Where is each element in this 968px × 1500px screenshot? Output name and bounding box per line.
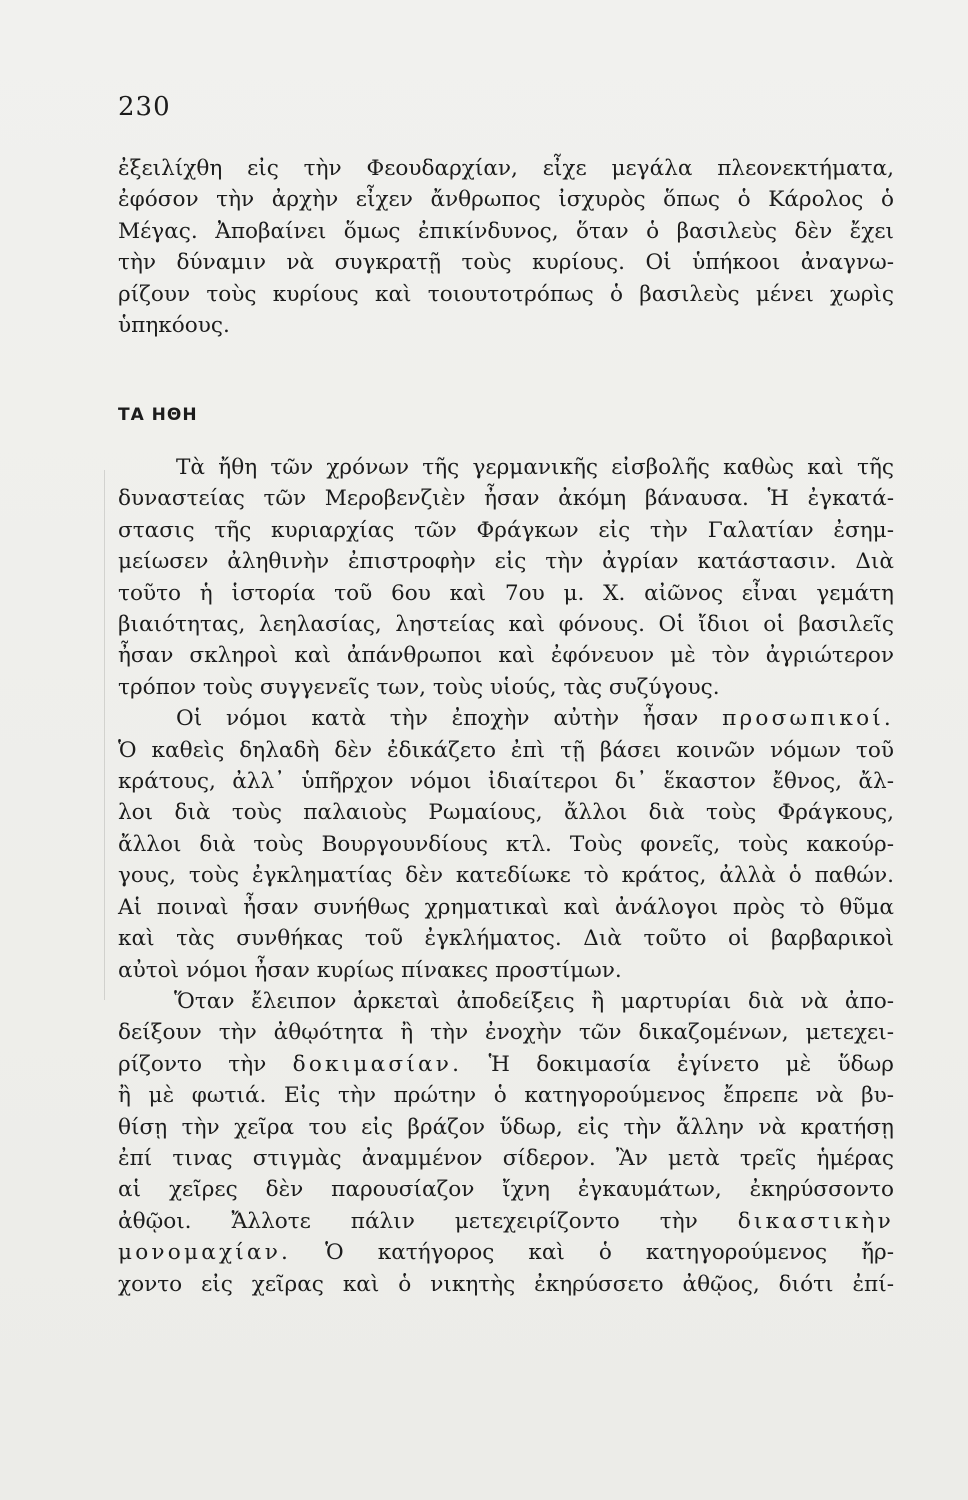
text-run: ἀθῷοι. Ἄλλοτε πάλιν μετεχειρίζοντο τὴν — [118, 1208, 698, 1234]
text-line: καὶ τὰς συνθήκας τοῦ ἐγκλήματος. Διὰ τοῦτο οἱ βαρβαρικοὶ — [118, 926, 894, 952]
text-run: ρίζοντο τὴν — [118, 1051, 267, 1077]
text-line: αὐτοὶ νόμοι ἦσαν κυρίως πίνακες προστίμων. — [118, 957, 622, 983]
text-line: ἢ μὲ φωτιά. Εἰς τὴν πρώτην ὁ κατηγορούμενος ἔπρεπε νὰ βυ- — [118, 1083, 894, 1109]
text-line: ἐφόσον τὴν ἀρχὴν εἶχεν ἄνθρωπος ἰσχυρὸς ὅπως ὁ Κάρολος ὁ — [118, 187, 894, 213]
text-line: ρίζουν τοὺς κυρίους καὶ τοιουτοτρόπως ὁ βασιλεὺς μένει χωρὶς — [118, 281, 894, 307]
text-line — [118, 1206, 894, 1237]
main-text — [118, 452, 894, 1300]
text-line: τοῦτο ἡ ἱστορία τοῦ 6ου καὶ 7ου μ. Χ. αἰῶνος εἶναι γεμάτη — [118, 580, 894, 606]
text-line: Τὰ ἤθη τῶν χρόνων τῆς γερμανικῆς εἰσβολῆς καθὼς καὶ τῆς — [176, 455, 894, 480]
text-run: Ἡ δοκιμασία ἐγίνετο μὲ ὕδωρ — [488, 1051, 894, 1077]
text-line: τρόπον τοὺς συγγενεῖς των, τοὺς υἱούς, τὰς συζύγους. — [118, 674, 720, 700]
text-line: Ὅταν ἔλειπον ἀρκεταὶ ἀποδείξεις ἢ μαρτυρίαι διὰ νὰ ἀπο- — [174, 988, 894, 1014]
text-line: Αἱ ποιναὶ ἦσαν συνήθως χρηματικαὶ καὶ ἀνάλογοι πρὸς τὸ θῦμα — [118, 894, 894, 920]
text-line: Ὁ καθεὶς δηλαδὴ δὲν ἐδικάζετο ἐπὶ τῇ βάσει κοινῶν νόμων τοῦ — [118, 737, 894, 763]
text-line: ἐξειλίχθη εἰς τὴν Φεουδαρχίαν, εἶχε μεγάλα πλεονεκτήματα, — [118, 156, 894, 181]
text-line: κράτους, ἀλλ᾽ ὑπῆρχον νόμοι ἰδιαίτεροι δι᾽ ἕκαστον ἔθνος, ἄλ- — [118, 769, 894, 795]
text-line: γους, τοὺς ἐγκληματίας δὲν κατεδίωκε τὸ κράτος, ἀλλὰ ὁ παθών. — [118, 863, 894, 889]
emphasis-spaced: δοκιμασίαν. — [292, 1051, 463, 1077]
emphasis-spaced: μονομαχίαν. — [118, 1240, 292, 1266]
margin-rule — [104, 470, 105, 1000]
text-line: ἦσαν σκληροὶ καὶ ἀπάνθρωποι καὶ ἐφόνευον μὲ τὸν ἀγριώτερον — [118, 643, 894, 669]
emphasis-spaced: δικαστικὴν — [737, 1208, 894, 1234]
text-line: ὑπηκόους. — [118, 313, 230, 339]
emphasis-spaced: προσωπικοί. — [722, 706, 894, 732]
text-line: ἐπί τινας στιγμὰς ἀναμμένον σίδερον. Ἂν μετὰ τρεῖς ἡμέρας — [118, 1145, 894, 1171]
page-number: 230 — [118, 92, 171, 122]
intro-paragraph — [118, 153, 894, 341]
text-line: Μέγας. Ἀποβαίνει ὅμως ἐπικίνδυνος, ὅταν ὁ βασιλεὺς δὲν ἔχει — [118, 218, 894, 244]
text-line: αἱ χεῖρες δὲν παρουσίαζον ἴχνη ἐγκαυμάτων, ἐκηρύσσοντο — [118, 1177, 894, 1203]
text-line: λοι διὰ τοὺς παλαιοὺς Ρωμαίους, ἄλλοι διὰ τοὺς Φράγκους, — [118, 800, 894, 826]
text-line: ἄλλοι διὰ τοὺς Βουργουνδίους κτλ. Τοὺς φονεῖς, τοὺς κακούρ- — [118, 831, 894, 857]
text-line: τὴν δύναμιν νὰ συγκρατῇ τοὺς κυρίους. Οἱ ὑπήκοοι ἀναγνω- — [118, 250, 894, 276]
text-line: στασις τῆς κυριαρχίας τῶν Φράγκων εἰς τὴν Γαλατίαν ἐσημ- — [118, 517, 894, 543]
paragraph-2-start: Οἱ νόμοι κατὰ τὴν ἐποχὴν αὐτὴν ἦσαν — [176, 706, 699, 732]
text-line: θίσῃ τὴν χεῖρα του εἰς βράζον ὕδωρ, εἰς τὴν ἄλλην νὰ κρατήσῃ — [118, 1114, 894, 1140]
text-line — [118, 1049, 894, 1080]
text-line: δυναστείας τῶν Μεροβενζιὲν ἦσαν ἀκόμη βάναυσα. Ἡ ἐγκατά- — [118, 486, 894, 512]
text-line: δείξουν τὴν ἀθῳότητα ἢ τὴν ἐνοχὴν τῶν δικαζομένων, μετεχει- — [118, 1020, 894, 1046]
text-line: χοντο εἰς χεῖρας καὶ ὁ νικητὴς ἐκηρύσσετο ἀθῷος, διότι ἐπί- — [118, 1271, 894, 1297]
text-line: βιαιότητας, λεηλασίας, ληστείας καὶ φόνους. Οἱ ἴδιοι οἱ βασιλεῖς — [118, 612, 894, 638]
text-line — [118, 1237, 894, 1268]
text-line — [118, 703, 894, 734]
text-line: μείωσεν ἀληθινὴν ἐπιστροφὴν εἰς τὴν ἀγρίαν κατάστασιν. Διὰ — [118, 549, 894, 575]
section-heading: ΤΑ ΗΘΗ — [118, 405, 198, 425]
text-run: Ὁ κατήγορος καὶ ὁ κατηγορούμενος ἤρ- — [325, 1240, 894, 1266]
